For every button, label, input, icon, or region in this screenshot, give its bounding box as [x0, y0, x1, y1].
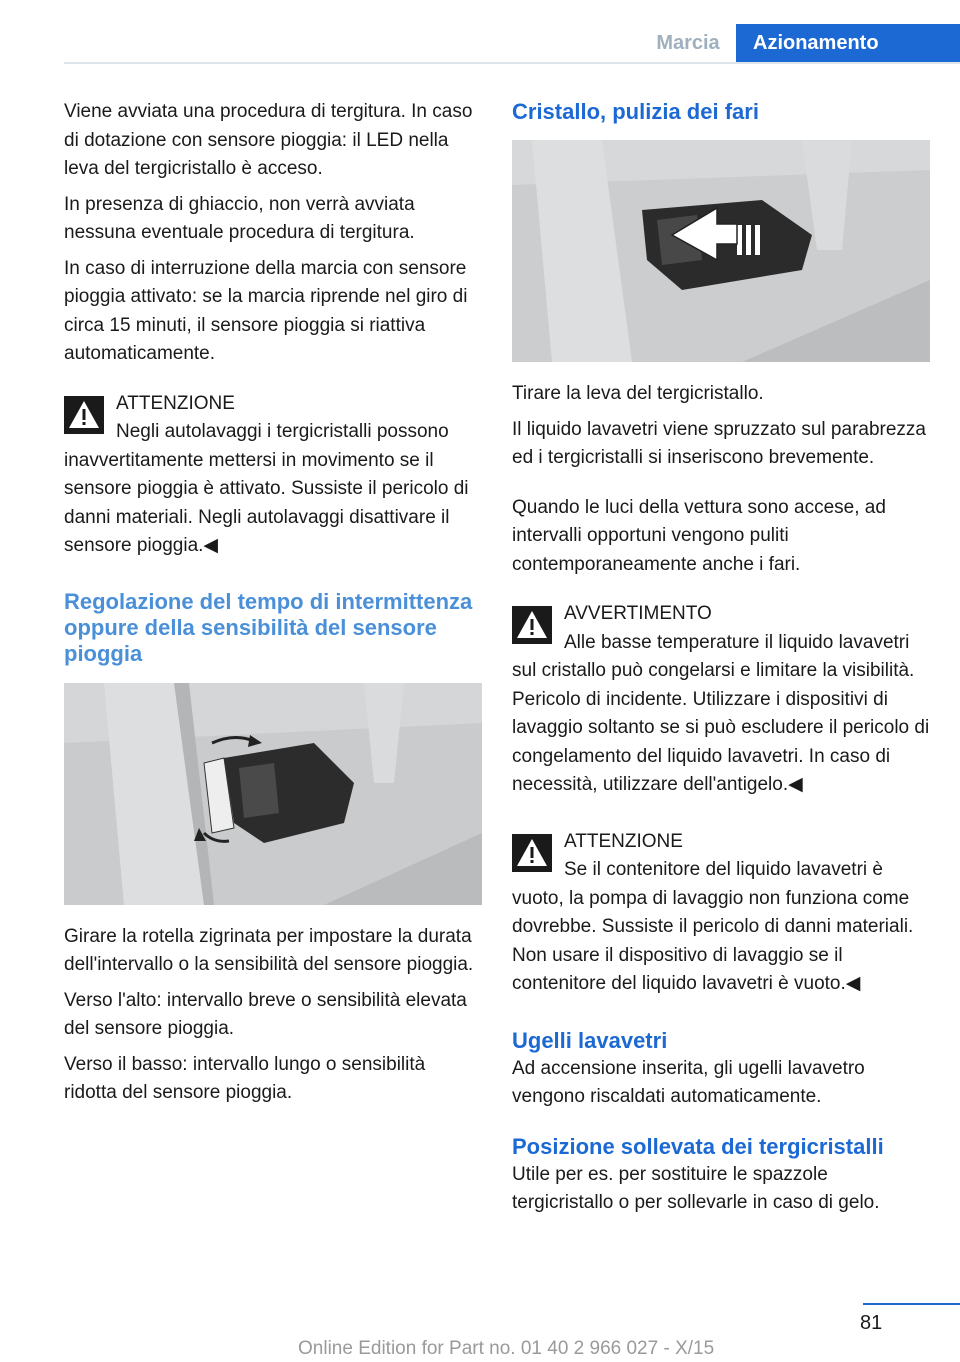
- warning-title: ATTENZIONE: [116, 392, 235, 414]
- subsection-heading: Posizione sollevata dei tergicristalli: [512, 1133, 884, 1159]
- paragraph: Ad accensione inserita, gli ugelli lavavetro vengono riscaldati automaticamente.: [512, 1057, 865, 1107]
- header-chapter-tab: Azionamento: [736, 24, 960, 64]
- warning-box: [64, 390, 482, 561]
- paragraph: In presenza di ghiaccio, non verrà avviata nessuna eventuale procedura di tergitura.: [64, 193, 415, 243]
- warning-icon: [512, 834, 552, 872]
- section-heading: Cristallo, pulizia dei fari: [512, 99, 759, 124]
- paragraph: Quando le luci della vettura sono accese, ad intervalli opportuni vengono puliti contemporaneamente anche i fari.: [512, 496, 886, 575]
- section-heading: Regolazione del tempo di intermittenza oppure della sensibilità del sensore pioggia: [64, 588, 473, 666]
- left-column: [64, 98, 482, 1115]
- wiper-lever-thumbwheel-figure: [64, 683, 482, 905]
- warning-icon: [512, 606, 552, 644]
- paragraph: Verso l'alto: intervallo breve o sensibilità elevata del sensore pioggia.: [64, 989, 467, 1039]
- warning-title: ATTENZIONE: [564, 830, 683, 852]
- warning-box: [512, 600, 930, 800]
- paragraph: Verso il basso: intervallo lungo o sensibilità ridotta del sensore pioggia.: [64, 1053, 426, 1103]
- warning-text: Negli autolavaggi i tergicristalli possono inavvertitamente mettersi in movimento se il sensore pioggia è attivato. Sussiste il pericolo di danni materiali. Negli autolavaggi disattivare il sensore pioggia.◀: [64, 421, 469, 556]
- paragraph: Viene avviata una procedura di tergitura. In caso di dotazione con sensore pioggia: il LED nella leva del tergicristallo è acceso.: [64, 101, 473, 179]
- wiper-lever-pull-figure: [512, 140, 930, 362]
- paragraph: Il liquido lavavetri viene spruzzato sul parabrezza ed i tergicristalli si inseriscono brevemente.: [512, 418, 926, 468]
- warning-text: Se il contenitore del liquido lavavetri è vuoto, la pompa di lavaggio non funziona come dovrebbe. Sussiste il pericolo di danni materiali. Non usare il dispositivo di lavaggio se il contenitore del liquido lavavetri è vuoto.◀: [512, 859, 914, 994]
- paragraph: Girare la rotella zigrinata per impostare la durata dell'intervallo o la sensibilità del sensore pioggia.: [64, 925, 474, 975]
- right-column: [512, 98, 930, 1225]
- paragraph: Tirare la leva del tergicristallo.: [512, 383, 764, 404]
- header-section-tab: Marcia: [656, 32, 720, 54]
- warning-title: AVVERTIMENTO: [564, 603, 712, 624]
- warning-text: Alle basse temperature il liquido lavavetri sul cristallo può congelarsi e limitare la visibilità. Pericolo di incidente. Utilizzare i dispositivi di lavaggio soltanto se si può escludere il pericolo di congelamento del liquido lavavetri. In caso di necessità, utilizzare dell'antigelo.◀: [512, 631, 930, 795]
- footer-rule: [863, 1303, 960, 1305]
- header-rule: [64, 62, 960, 64]
- page-number: 81: [860, 1312, 883, 1334]
- paragraph: In caso di interruzione della marcia con sensore pioggia attivato: se la marcia riprende nel giro di circa 15 minuti, il sensore pioggia si riattiva automaticamente.: [64, 257, 468, 364]
- paragraph: Utile per es. per sostituire le spazzole tergicristallo o per sollevarle in caso di gelo.: [512, 1163, 880, 1213]
- warning-box: [512, 828, 930, 999]
- subsection-heading: Ugelli lavavetri: [512, 1027, 668, 1053]
- warning-icon: [64, 396, 104, 434]
- edition-footer: Online Edition for Part no. 01 40 2 966 027 - X/15: [298, 1338, 715, 1359]
